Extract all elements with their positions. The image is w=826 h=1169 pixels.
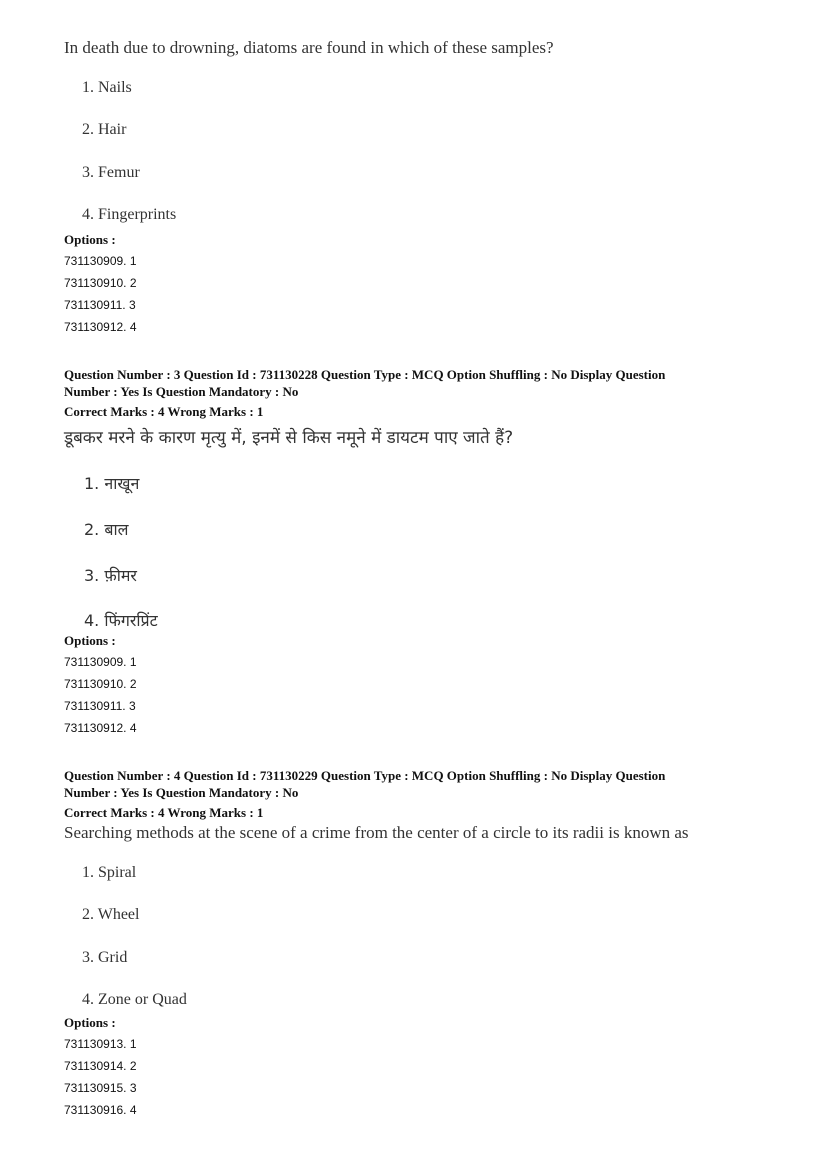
option-code: 731130910. 2	[64, 677, 137, 691]
option-code: 731130909. 1	[64, 655, 137, 669]
answer-choice: 4. फिंगरप्रिंट	[84, 611, 158, 630]
marks-line: Correct Marks : 4 Wrong Marks : 1	[64, 404, 264, 419]
answer-choice: 4. Fingerprints	[82, 206, 177, 223]
option-code: 731130910. 2	[64, 276, 137, 290]
answer-choice: 3. Femur	[82, 164, 140, 181]
question-text: Searching methods at the scene of a crime from the center of a circle to its radii is known as	[64, 823, 689, 842]
option-code: 731130909. 1	[64, 254, 137, 268]
answer-choice: 1. Spiral	[82, 864, 137, 881]
question-text: डूबकर मरने के कारण मृत्यु में, इनमें से किस नमूने में डायटम पाए जाते हैं?	[64, 428, 514, 448]
question-meta-line1: Question Number : 3 Question Id : 731130228 Question Type : MCQ Option Shuffling : No Display Question	[64, 367, 666, 382]
question-meta-line2: Number : Yes Is Question Mandatory : No	[64, 384, 299, 399]
question-meta-line1: Question Number : 4 Question Id : 731130229 Question Type : MCQ Option Shuffling : No Display Question	[64, 768, 666, 783]
option-code: 731130912. 4	[64, 721, 137, 735]
option-code: 731130915. 3	[64, 1081, 137, 1095]
answer-choice: 4. Zone or Quad	[82, 991, 187, 1008]
question-text: In death due to drowning, diatoms are found in which of these samples?	[64, 38, 554, 57]
answer-choice: 2. बाल	[84, 520, 129, 539]
answer-choice: 2. Hair	[82, 121, 127, 138]
options-label: Options :	[64, 1015, 116, 1030]
answer-choice: 3. फ़ीमर	[84, 566, 137, 585]
option-code: 731130916. 4	[64, 1103, 137, 1117]
option-code: 731130912. 4	[64, 320, 137, 334]
answer-choice: 2. Wheel	[82, 906, 140, 923]
question-meta-line2: Number : Yes Is Question Mandatory : No	[64, 785, 299, 800]
answer-choice: 1. Nails	[82, 79, 132, 96]
marks-line: Correct Marks : 4 Wrong Marks : 1	[64, 805, 264, 820]
options-label: Options :	[64, 633, 116, 648]
options-label: Options :	[64, 232, 116, 247]
answer-choice: 1. नाखून	[84, 474, 140, 493]
answer-choice: 3. Grid	[82, 949, 128, 966]
option-code: 731130911. 3	[64, 699, 136, 713]
option-code: 731130913. 1	[64, 1037, 137, 1051]
option-code: 731130914. 2	[64, 1059, 137, 1073]
option-code: 731130911. 3	[64, 298, 136, 312]
